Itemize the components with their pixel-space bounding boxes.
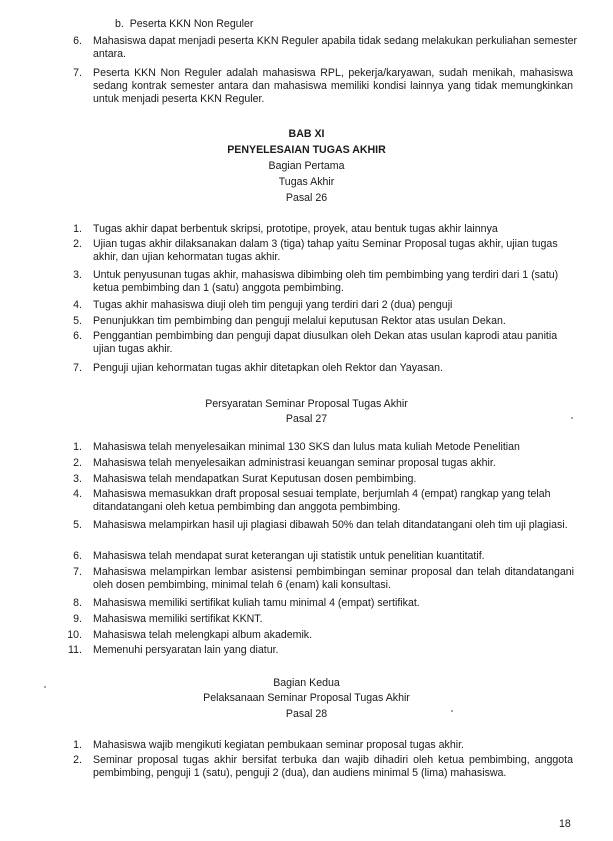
list-item: Mahasiswa memasukkan draft proposal sesuai template, berjumlah 4 (empat) rangkap yang telah ditandatangani oleh ketua pembimbing dan anggota pembimbing. xyxy=(93,488,551,513)
list-item-b: b. Peserta KKN Non Reguler xyxy=(115,18,254,30)
list-item: Mahasiswa melampirkan lembar asistensi pembimbingan seminar proposal dan telah ditandatangani oleh dosen pembimbing, minimal telah 6 (enam) kali konsultasi. xyxy=(93,566,574,591)
section-heading: Persyaratan Seminar Proposal Tugas Akhir xyxy=(205,398,408,410)
item-number: 10. xyxy=(67,629,82,641)
scan-speck xyxy=(451,710,453,712)
chapter-subtitle: PENYELESAIAN TUGAS AKHIR xyxy=(227,144,386,156)
list-item: Penguji ujian kehormatan tugas akhir ditetapkan oleh Rektor dan Yayasan. xyxy=(93,362,444,374)
item-number: 6. xyxy=(73,550,82,562)
item-number: 6. xyxy=(73,330,82,342)
list-item: Seminar proposal tugas akhir bersifat terbuka dan wajib dihadiri oleh ketua pembimbing, anggota pembimbing, penguji 1 (satu), penguji 2 (dua), dan audiens minimal 5 (lima) mahasiswa. xyxy=(93,754,573,779)
list-item: Mahasiswa telah mendapatkan Surat Keputusan dosen pembimbing. xyxy=(93,473,417,485)
item-number: 2. xyxy=(73,754,82,766)
item-number: 3. xyxy=(73,473,82,485)
list-item: Tugas akhir mahasiswa diuji oleh tim penguji yang terdiri dari 2 (dua) penguji xyxy=(93,299,453,311)
list-item: Penunjukkan tim pembimbing dan penguji melalui keputusan Rektor atas usulan Dekan. xyxy=(93,315,506,327)
item-number: 6. xyxy=(73,35,82,47)
item-number: 2. xyxy=(73,238,82,250)
section-name: Pelaksanaan Seminar Proposal Tugas Akhir xyxy=(203,692,410,704)
list-item: Ujian tugas akhir dilaksanakan dalam 3 (tiga) tahap yaitu Seminar Proposal tugas akhir, ujian tugas akhir, dan ujian kehormatan tugas akhir. xyxy=(93,238,558,263)
page-number: 18 xyxy=(559,818,571,830)
pasal-heading: Pasal 28 xyxy=(285,708,328,720)
list-item: Memenuhi persyaratan lain yang diatur. xyxy=(93,644,279,656)
section-heading: Bagian Kedua xyxy=(273,677,340,689)
item-number: 1. xyxy=(73,223,82,235)
pasal-heading: Pasal 26 xyxy=(285,192,328,204)
list-item: Mahasiswa telah menyelesaikan administrasi keuangan seminar proposal tugas akhir. xyxy=(93,457,496,469)
item-number: 9. xyxy=(73,613,82,625)
list-item: Mahasiswa telah mendapat surat keterangan uji statistik untuk penelitian kuantitatif. xyxy=(93,550,485,562)
item-number: 5. xyxy=(73,519,82,531)
list-item: Mahasiswa memiliki sertifikat kuliah tamu minimal 4 (empat) sertifikat. xyxy=(93,597,420,609)
list-item: Mahasiswa wajib mengikuti kegiatan pembukaan seminar proposal tugas akhir. xyxy=(93,739,464,751)
list-item: Untuk penyusunan tugas akhir, mahasiswa dibimbing oleh tim pembimbing yang terdiri dari 1 (satu) ketua pembimbing dan 1 (satu) anggota pembimbing. xyxy=(93,269,559,294)
scan-speck xyxy=(44,686,46,688)
list-item-6: Mahasiswa dapat menjadi peserta KKN Reguler apabila tidak sedang melakukan perkuliahan semester antara. xyxy=(93,35,578,60)
item-number: 1. xyxy=(73,441,82,453)
list-item: Mahasiswa melampirkan hasil uji plagiasi dibawah 50% dan telah ditandatangani oleh tim uji plagiasi. xyxy=(93,519,568,531)
list-item-7: Peserta KKN Non Reguler adalah mahasiswa RPL, pekerja/karyawan, sudah menikah, mahasiswa sedang kontrak semester antara dan mahasiswa memiliki kondisi lainnya yang tidak memungkinkan untuk menjadi peserta KKN Reguler. xyxy=(93,67,573,105)
scan-speck xyxy=(571,417,573,419)
item-number: 7. xyxy=(73,362,82,374)
item-number: 11. xyxy=(68,644,82,656)
chapter-title: BAB XI xyxy=(288,128,325,140)
item-number: 8. xyxy=(73,597,82,609)
list-item: Mahasiswa telah menyelesaikan minimal 130 SKS dan lulus mata kuliah Metode Penelitian xyxy=(93,441,520,453)
item-number: 4. xyxy=(73,488,82,500)
list-item: Mahasiswa telah melengkapi album akademik. xyxy=(93,629,313,641)
section-heading: Bagian Pertama xyxy=(268,160,345,172)
item-number: 5. xyxy=(73,315,82,327)
item-number: 7. xyxy=(73,67,82,79)
item-number: 4. xyxy=(73,299,82,311)
list-item: Tugas akhir dapat berbentuk skripsi, prototipe, proyek, atau bentuk tugas akhir lainnya xyxy=(93,223,498,235)
item-number: 1. xyxy=(73,739,82,751)
section-name: Tugas Akhir xyxy=(278,176,335,188)
item-number: 7. xyxy=(73,566,82,578)
list-item: Penggantian pembimbing dan penguji dapat diusulkan oleh Dekan atas usulan kaprodi atau panitia ujian tugas akhir. xyxy=(93,330,558,355)
pasal-heading: Pasal 27 xyxy=(285,413,328,425)
list-item: Mahasiswa memiliki sertifikat KKNT. xyxy=(93,613,263,625)
item-number: 2. xyxy=(73,457,82,469)
item-number: 3. xyxy=(73,269,82,281)
